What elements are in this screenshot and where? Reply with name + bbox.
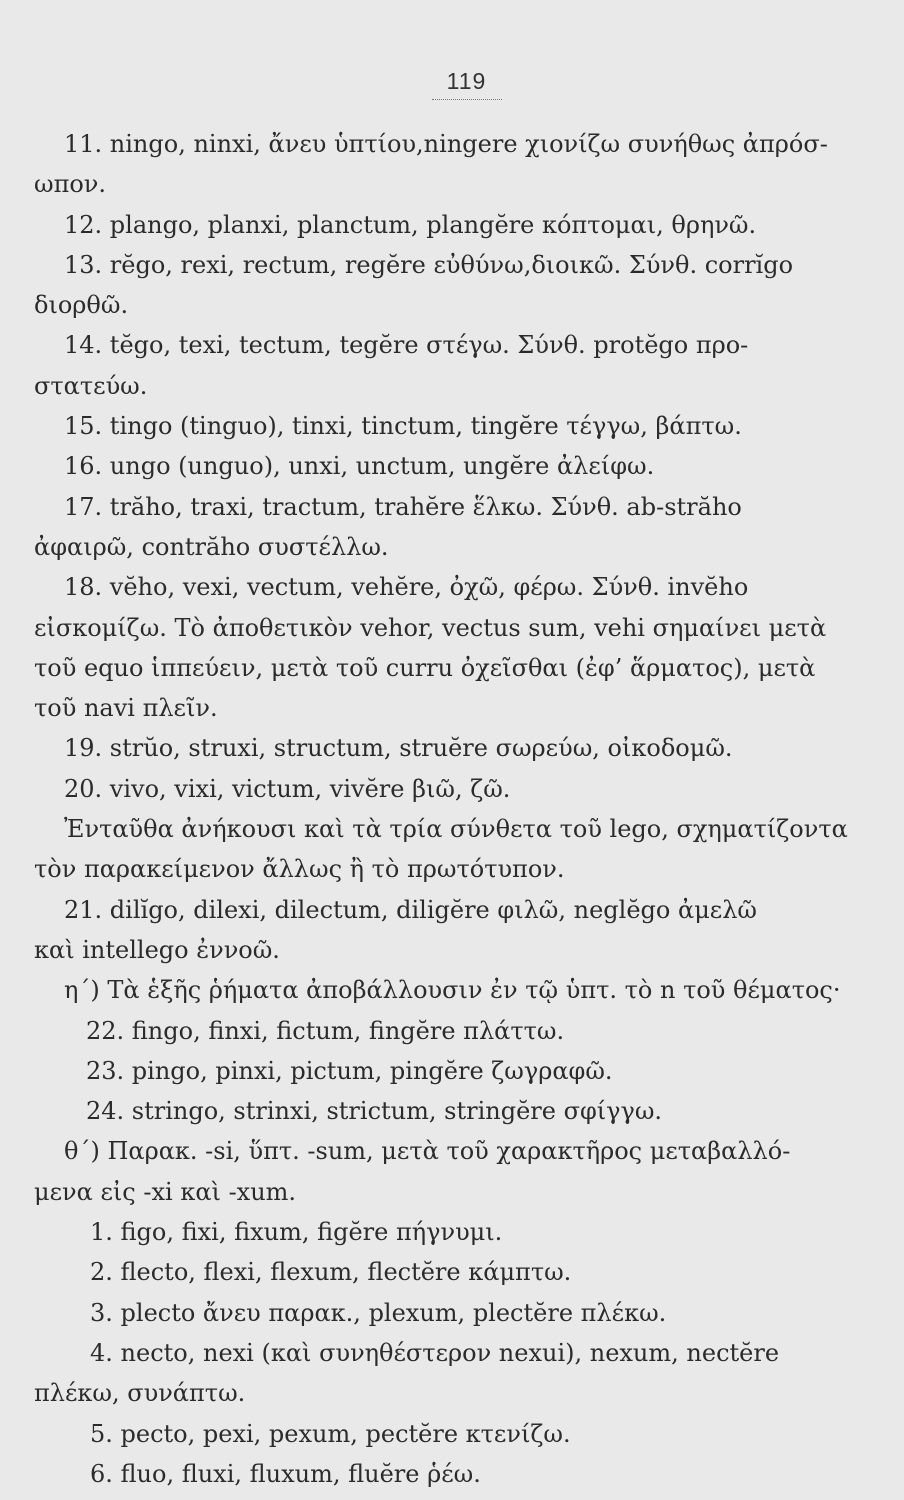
- text-line: 20. vivo, vixi, victum, vivĕre βιῶ, ζῶ.: [64, 774, 511, 803]
- text-line: 18. vĕho, vexi, vectum, vehĕre, ὀχῶ, φέρω. Σύνθ. invĕho: [64, 573, 749, 602]
- page-number-rule: [432, 99, 502, 100]
- text-line: 3. plecto ἄνευ παρακ., plexum, plectĕre πλέκω.: [90, 1298, 667, 1327]
- text-line: θ΄) Παρακ. -si, ὕπτ. -sum, μετὰ τοῦ χαρακτῆρος μεταβαλλό-: [64, 1137, 791, 1166]
- text-line: Ἐνταῦθα ἀνήκουσι καὶ τὰ τρία σύνθετα τοῦ lego, σχηματίζοντα: [64, 815, 848, 844]
- text-line: τοῦ equo ἱππεύειν, μετὰ τοῦ curru ὀχεῖσθαι (ἐφ’ ἅρματος), μετὰ: [34, 653, 816, 682]
- text-line: μενα εἰς -xi καὶ -xum.: [34, 1177, 297, 1206]
- text-line: τὸν παρακείμενον ἄλλως ἢ τὸ πρωτότυπον.: [34, 855, 565, 884]
- text-line: ἀφαιρῶ, contrăho συστέλλω.: [34, 532, 389, 561]
- text-line: 16. ungo (unguo), unxi, unctum, ungĕre ἀλείφω.: [64, 452, 655, 481]
- text-line: 21. dilĭgo, dilexi, dilectum, diligĕre φιλῶ, neglĕgo ἀμελῶ: [64, 895, 757, 924]
- text-line: 13. rĕgo, rexi, rectum, regĕre εὐθύνω,διοικῶ. Σύνθ. corrĭgo: [64, 250, 794, 279]
- text-line: πλέκω, συνάπτω.: [34, 1379, 246, 1408]
- page-number: 119: [446, 68, 487, 94]
- text-line: η΄) Τὰ ἑξῆς ῥήματα ἀποβάλλουσιν ἐν τῷ ὑπτ. τὸ n τοῦ θέματος·: [64, 976, 841, 1005]
- page-text: [34, 124, 848, 1494]
- text-line: 17. trăho, traxi, tractum, trahĕre ἕλκω. Σύνθ. ab-străho: [64, 492, 742, 521]
- text-line: 11. ningo, ninxi, ἄνευ ὑπτίου,ningere χιονίζω συνήθως ἀπρόσ-: [64, 130, 828, 158]
- text-line: 4. necto, nexi (καὶ συνηθέστερον nexui), nexum, nectĕre: [90, 1338, 780, 1367]
- text-line: στατεύω.: [34, 371, 148, 400]
- text-line: καὶ intellego ἐννοῶ.: [34, 935, 280, 964]
- text-line: 22. fingo, finxi, fictum, fingĕre πλάττω.: [86, 1016, 565, 1045]
- text-line: 19. strŭo, struxi, structum, struĕre σωρεύω, οἰκοδομῶ.: [64, 734, 733, 763]
- text-line: 1. figo, fixi, fixum, figĕre πήγνυμι.: [90, 1218, 503, 1247]
- text-line: 14. tĕgo, texi, tectum, tegĕre στέγω. Σύνθ. protĕgo προ-: [64, 331, 749, 360]
- text-line: 6. fluo, fluxi, fluxum, fluĕre ῥέω.: [90, 1459, 481, 1488]
- text-line: 15. tingo (tinguo), tinxi, tinctum, tingĕre τέγγω, βάπτω.: [64, 412, 742, 441]
- text-line: 23. pingo, pinxi, pictum, pingĕre ζωγραφῶ.: [86, 1056, 613, 1085]
- text-line: τοῦ navi πλεῖν.: [34, 694, 218, 723]
- text-line: διορθῶ.: [34, 291, 129, 320]
- text-line: 2. flecto, flexi, flexum, flectĕre κάμπτω.: [90, 1258, 572, 1287]
- text-line: εἰσκομίζω. Τὸ ἀποθετικὸν vehor, vectus sum, vehi σημαίνει μετὰ: [34, 613, 827, 642]
- text-line: 5. pecto, pexi, pexum, pectĕre κτενίζω.: [90, 1419, 571, 1448]
- text-line: ωπον.: [34, 170, 107, 199]
- text-line: 24. stringo, strinxi, strictum, stringĕre σφίγγω.: [86, 1097, 663, 1126]
- text-line: 12. plango, planxi, planctum, plangĕre κόπτομαι, θρηνῶ.: [64, 210, 757, 239]
